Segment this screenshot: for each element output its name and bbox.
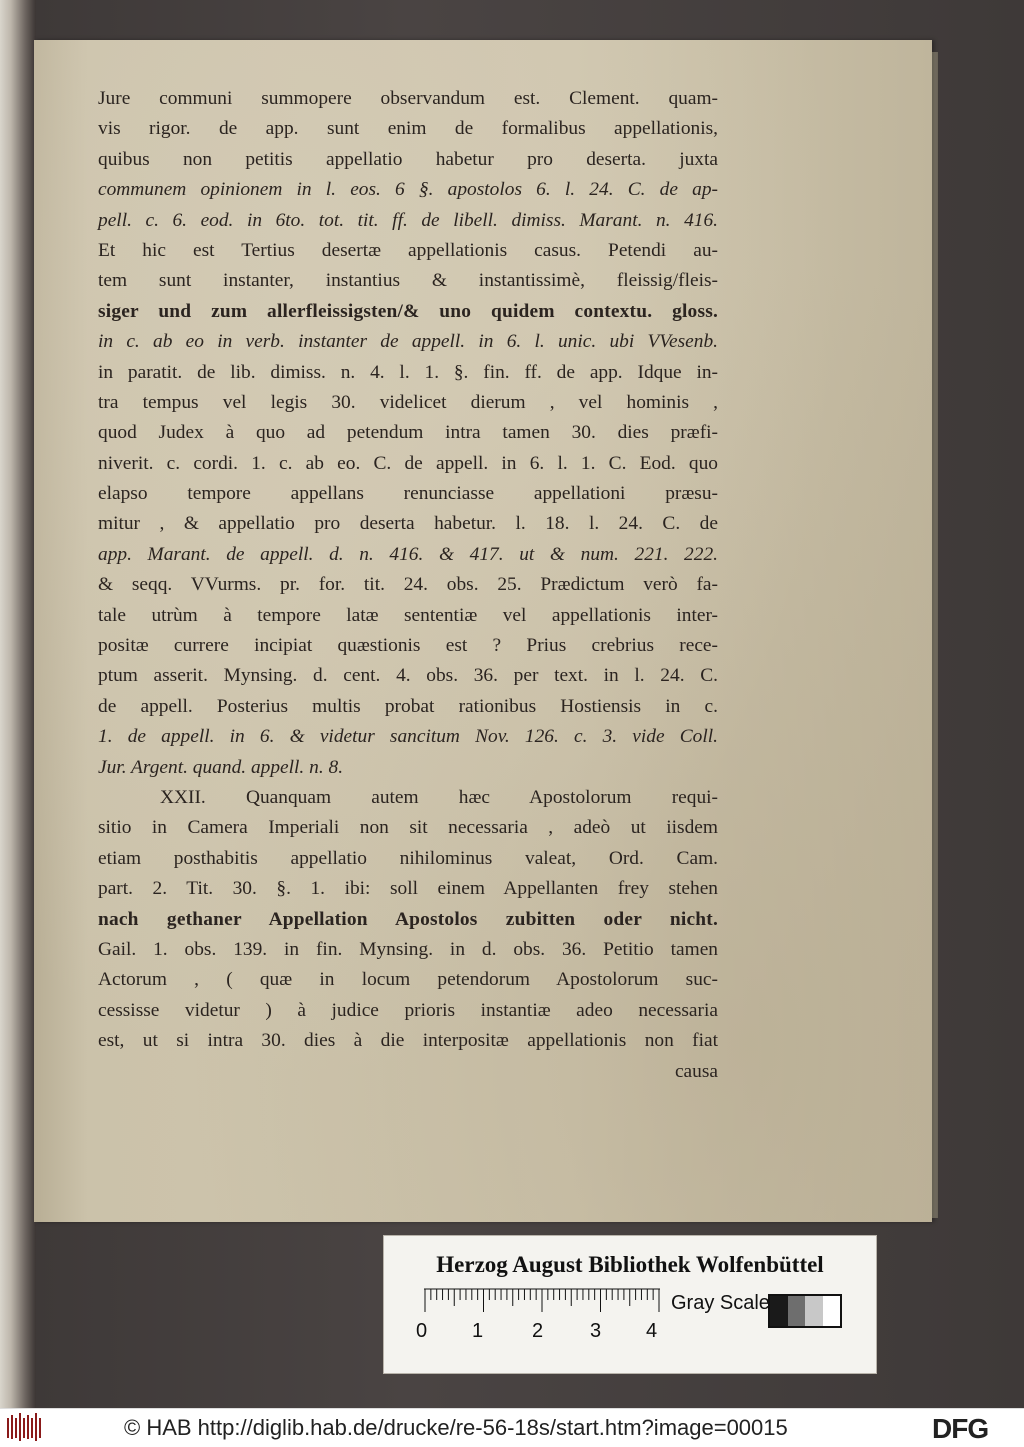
text-line: Et hic est Tertius desertæ appellationis casus. Petendi au- — [98, 239, 718, 261]
text-line: tem sunt instanter, instantius & instantissimè, fleissig/fleis- — [98, 270, 718, 292]
scale-number: 3 — [590, 1320, 602, 1342]
text-line: siger und zum allerfleissigsten/& uno quidem contextu. gloss. — [98, 300, 718, 322]
swatch-white — [823, 1296, 841, 1326]
scale-number: 0 — [416, 1320, 428, 1342]
book-binding-edge — [0, 0, 36, 1408]
footer-bar — [0, 1408, 1024, 1447]
text-line: Gail. 1. obs. 139. in fin. Mynsing. in d. obs. 36. Petitio tamen — [98, 938, 718, 960]
text-line: & seqq. VVurms. pr. for. tit. 24. obs. 25. Prædictum verò fa- — [98, 574, 718, 596]
text-line: quibus non petitis appellatio habetur pro deserta. juxta — [98, 148, 718, 170]
gray-scale-swatch — [768, 1294, 842, 1328]
library-name: Herzog August Bibliothek Wolfenbüttel — [436, 1252, 824, 1277]
text-line: elapso tempore appellans renunciasse appellationi præsu- — [98, 483, 718, 505]
text-line: vis rigor. de app. sunt enim de formalibus appellationis, — [98, 118, 718, 140]
text-line: cessisse videtur ) à judice prioris instantiæ adeo necessaria — [98, 999, 718, 1021]
text-line: tra tempus vel legis 30. videlicet dierum , vel hominis , — [98, 391, 718, 413]
catchword: causa — [674, 1060, 718, 1082]
text-line: sitio in Camera Imperiali non sit necessaria , adeò ut iisdem — [98, 817, 718, 839]
text-line: part. 2. Tit. 30. §. 1. ibi: soll einem Appellanten frey stehen — [98, 878, 718, 900]
text-line: Jur. Argent. quand. appell. n. 8. — [98, 756, 344, 778]
text-line: est, ut si intra 30. dies à die interpositæ appellationis non fiat — [98, 1030, 718, 1052]
text-line: communem opinionem in l. eos. 6 §. apostolos 6. l. 24. C. de ap- — [98, 179, 718, 201]
text-line: in c. ab eo in verb. instanter de appell. in 6. l. unic. ubi VVesenb. — [98, 331, 718, 353]
scale-number: 2 — [532, 1320, 544, 1342]
text-line: Actorum , ( quæ in locum petendorum Apostolorum suc- — [98, 969, 718, 991]
text-line: etiam posthabitis appellatio nihilominus valeat, Ord. Cam. — [98, 847, 718, 869]
text-line: de appell. Posterius multis probat rationibus Hostiensis in c. — [98, 695, 718, 717]
text-line: ptum asserit. Mynsing. d. cent. 4. obs. 36. per text. in l. 24. C. — [98, 665, 718, 687]
swatch-light-gray — [805, 1296, 823, 1326]
dfg-logo: DFG — [932, 1413, 989, 1444]
text-line: 1. de appell. in 6. & videtur sancitum Nov. 126. c. 3. vide Coll. — [98, 726, 718, 748]
text-line: Jure communi summopere observandum est. Clement. quam- — [98, 88, 718, 109]
page-text — [98, 84, 718, 1087]
text-line: mitur , & appellatio pro deserta habetur. l. 18. l. 24. C. de — [98, 513, 718, 535]
measurement-ruler — [424, 1288, 660, 1314]
hab-logo-icon — [6, 1412, 46, 1442]
gray-scale-label: Gray Scale — [671, 1292, 770, 1314]
section-heading-line: XXII. Quanquam autem hæc Apostolorum requi- — [160, 786, 718, 808]
text-line: nach gethaner Appellation Apostolos zubitten oder nicht. — [98, 908, 718, 930]
copyright-url[interactable]: © HAB http://diglib.hab.de/drucke/re-56-18s/start.htm?image=00015 — [124, 1415, 788, 1440]
swatch-black — [770, 1296, 788, 1326]
scale-number: 1 — [472, 1320, 484, 1342]
text-line: positæ currere incipiat quæstionis est ? Prius crebrius rece- — [98, 635, 718, 657]
text-line: tale utrùm à tempore latæ sententiæ vel appellationis inter- — [98, 604, 718, 626]
text-line: app. Marant. de appell. d. n. 416. & 417. ut & num. 221. 222. — [98, 543, 718, 565]
swatch-dark-gray — [788, 1296, 806, 1326]
text-line: in paratit. de lib. dimiss. n. 4. l. 1. §. fin. ff. de app. Idque in- — [98, 361, 718, 383]
scale-number: 4 — [646, 1320, 658, 1342]
text-line: pell. c. 6. eod. in 6to. tot. tit. ff. de libell. dimiss. Marant. n. 416. — [98, 209, 718, 231]
text-line: quod Judex à quo ad petendum intra tamen 30. dies præfi- — [98, 422, 718, 444]
text-line: niverit. c. cordi. 1. c. ab eo. C. de appell. in 6. l. 1. C. Eod. quo — [98, 452, 718, 474]
